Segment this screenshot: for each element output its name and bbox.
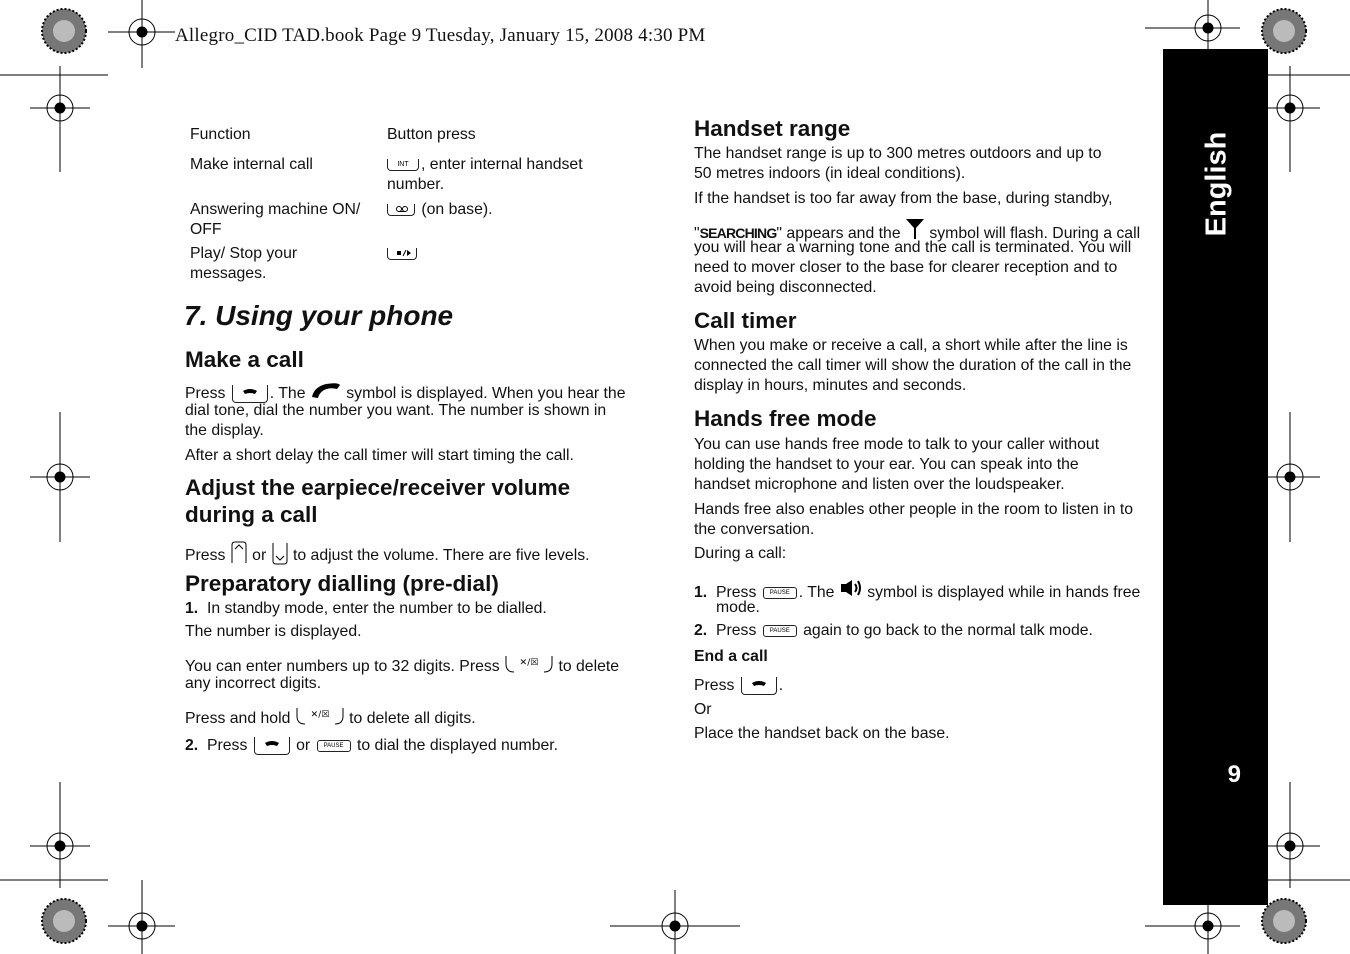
table-cell-action xyxy=(387,244,419,264)
volume-down-key-icon xyxy=(271,541,289,571)
hands-free-text: handset microphone and listen over the loudspeaker. xyxy=(694,476,1065,493)
heading-adjust-volume-cont: during a call xyxy=(185,502,318,527)
answering-machine-key-icon xyxy=(387,204,415,216)
searching-display-text: SEARCHING xyxy=(699,225,777,241)
call-timer-text: connected the call timer will show the duration of the call in the xyxy=(694,357,1132,374)
page-number: 9 xyxy=(1227,761,1241,788)
handsfree-pause-key-icon: PAUSE xyxy=(763,625,797,637)
make-call-text: After a short delay the call timer will start timing the call. xyxy=(185,447,574,464)
pre-dial-step-2: 2. Press or PAUSE to dial the displayed number. xyxy=(185,737,559,754)
talk-key-icon xyxy=(741,677,777,695)
svg-text:✕/☒: ✕/☒ xyxy=(519,658,539,668)
delete-key-icon xyxy=(295,706,345,732)
hands-free-step-2: 2. Press PAUSE again to go back to the normal talk mode. xyxy=(694,622,1093,639)
end-call-or: Or xyxy=(694,701,712,718)
handset-range-text: you will hear a warning tone and the call is terminated. You will xyxy=(694,239,1132,256)
pre-dial-text: You can enter numbers up to 32 digits. Press ✕/☒ to delete xyxy=(185,654,619,680)
table-cell-function-cont: OFF xyxy=(190,221,222,238)
play-stop-key-icon xyxy=(387,248,417,260)
hands-free-text: the conversation. xyxy=(694,521,815,538)
handsfree-pause-key-icon: PAUSE xyxy=(763,587,797,599)
handset-range-text: need to mover closer to the base for clearer reception and to xyxy=(694,259,1118,276)
handset-range-text: 50 metres indoors (in ideal conditions). xyxy=(694,165,966,182)
handset-range-text: The handset range is up to 300 metres outdoors and up to xyxy=(694,145,1102,162)
pre-dial-text: any incorrect digits. xyxy=(185,675,322,692)
hands-free-text: During a call: xyxy=(694,545,787,562)
end-call-heading: End a call xyxy=(694,648,768,665)
volume-up-key-icon xyxy=(230,541,248,571)
table-cell-action: INT , enter internal handset xyxy=(387,155,583,175)
table-cell-function: Play/ Stop your xyxy=(190,245,298,262)
heading-adjust-volume: Adjust the earpiece/receiver volume xyxy=(185,475,571,500)
table-cell-action: (on base). xyxy=(387,200,493,220)
heading-call-timer: Call timer xyxy=(694,308,797,333)
tab-language-label: English xyxy=(1200,131,1233,237)
table-cell-function-cont: messages. xyxy=(190,265,267,282)
handset-range-text: avoid being disconnected. xyxy=(694,279,877,296)
handset-range-text: If the handset is too far away from the base, during standby, xyxy=(694,190,1113,207)
int-key-icon: INT xyxy=(387,159,419,171)
table-cell-function: Answering machine ON/ xyxy=(190,201,361,218)
handset-range-text: "SEARCHING" appears and the symbol will flash. During a call xyxy=(694,218,1140,246)
make-call-text: Press . The symbol is displayed. When you hear the xyxy=(185,381,626,407)
talk-key-icon xyxy=(254,737,290,755)
heading-make-a-call: Make a call xyxy=(185,347,304,372)
hands-free-text: holding the handset to your ear. You can speak into the xyxy=(694,456,1079,473)
call-timer-text: display in hours, minutes and seconds. xyxy=(694,377,967,394)
pre-dial-text: Press and hold ✕/☒ to delete all digits. xyxy=(185,706,476,732)
end-call-text: Press . xyxy=(694,677,784,694)
pre-dial-text: The number is displayed. xyxy=(185,623,362,640)
hands-free-text: You can use hands free mode to talk to your caller without xyxy=(694,436,1100,453)
table-cell-function: Make internal call xyxy=(190,156,313,173)
print-header: Allegro_CID TAD.book Page 9 Tuesday, January 15, 2008 4:30 PM xyxy=(175,25,706,46)
handsfree-pause-key-icon: PAUSE xyxy=(317,740,351,752)
table-header-button: Button press xyxy=(387,126,476,143)
hands-free-text: Hands free also enables other people in the room to listen in to xyxy=(694,501,1134,518)
table-header-function: Function xyxy=(190,126,251,143)
end-call-place: Place the handset back on the base. xyxy=(694,725,950,742)
adjust-volume-text: Press or to adjust the volume. There are five levels. xyxy=(185,541,590,571)
call-timer-text: When you make or receive a call, a short while after the line is xyxy=(694,337,1128,354)
table-cell-action-cont: number. xyxy=(387,176,445,193)
delete-key-icon xyxy=(504,654,554,680)
language-tab xyxy=(1163,49,1268,905)
pre-dial-step-1: 1. In standby mode, enter the number to be dialled. xyxy=(185,600,547,617)
svg-text:✕/☒: ✕/☒ xyxy=(310,710,330,720)
speaker-icon xyxy=(839,578,863,604)
heading-hands-free: Hands free mode xyxy=(694,406,877,431)
hands-free-step-1-cont: mode. xyxy=(716,599,760,616)
heading-pre-dial: Preparatory dialling (pre-dial) xyxy=(185,571,499,596)
make-call-text: dial tone, dial the number you want. The number is shown in xyxy=(185,402,607,419)
hands-free-step-1: 1. Press PAUSE . The symbol is displayed while in hands free xyxy=(694,578,1140,604)
make-call-text: the display. xyxy=(185,422,264,439)
heading-handset-range: Handset range xyxy=(694,116,851,141)
section-title: 7. Using your phone xyxy=(184,300,454,331)
